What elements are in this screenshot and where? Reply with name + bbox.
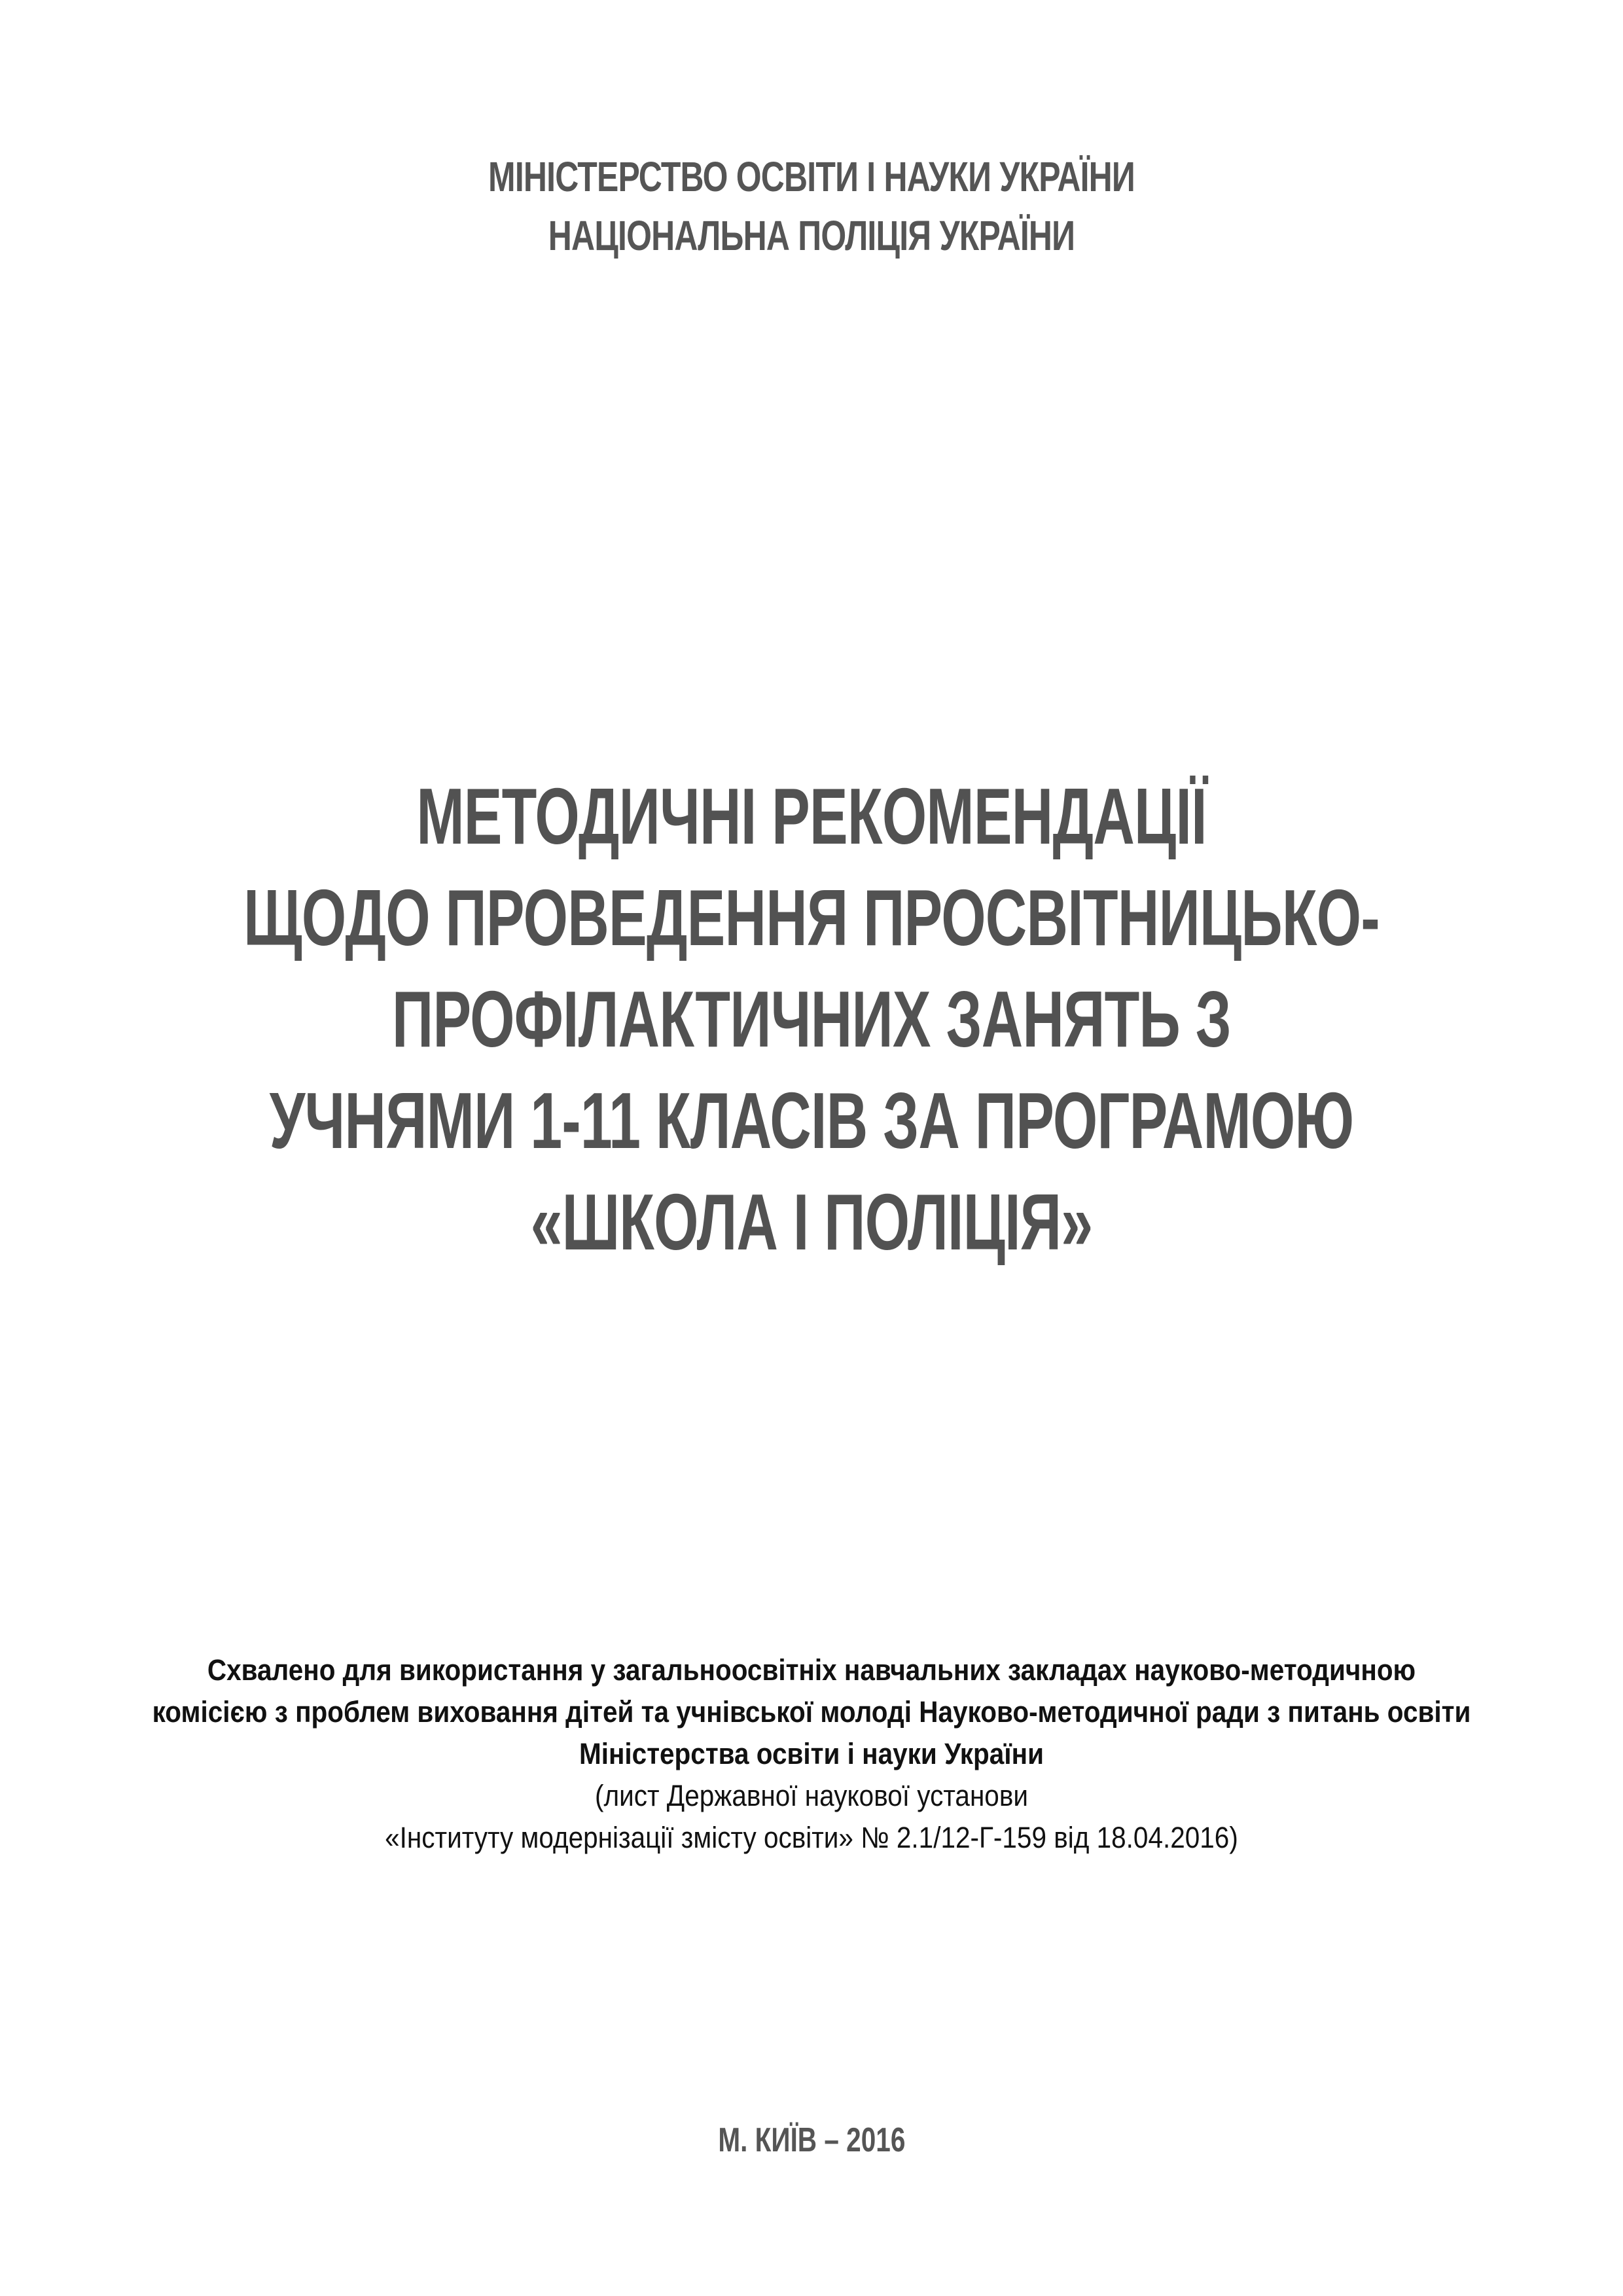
approval-line-2: комісією з проблем виховання дітей та учнівської молоді Науково-методичної ради з питань освіти — [152, 1695, 1471, 1729]
approval-line-3: Міністерства освіти і науки України — [579, 1737, 1044, 1770]
approval-line-4: (лист Державної наукової установи — [595, 1779, 1028, 1812]
title-line-2: ЩОДО ПРОВЕДЕННЯ ПРОСВІТНИЦЬКО- — [243, 873, 1380, 962]
approval-note — [0, 1649, 1623, 1859]
title-line-4: УЧНЯМИ 1-11 КЛАСІВ ЗА ПРОГРАМОЮ — [269, 1076, 1354, 1165]
approval-line-1: Схвалено для використання у загальноосвітніх навчальних закладах науково-методичною — [207, 1653, 1416, 1687]
approval-line-5: «Інституту модернізації змісту освіти» № 2.1/12-Г-159 від 18.04.2016) — [385, 1821, 1238, 1854]
title-line-1: МЕТОДИЧНІ РЕКОМЕНДАЦІЇ — [416, 772, 1207, 861]
ministry-of-education-line: МІНІСТЕРСТВО ОСВІТИ І НАУКИ УКРАЇНИ — [488, 153, 1135, 200]
place-year-footer — [0, 2117, 1623, 2163]
title-line-5: «ШКОЛА І ПОЛІЦІЯ» — [530, 1177, 1093, 1266]
title-line-3: ПРОФІЛАКТИЧНИХ ЗАНЯТЬ З — [392, 975, 1231, 1064]
document-title — [0, 766, 1623, 1273]
national-police-line: НАЦІОНАЛЬНА ПОЛІЦІЯ УКРАЇНИ — [548, 212, 1075, 259]
place-year: М. КИЇВ – 2016 — [717, 2121, 906, 2159]
ministries-header — [0, 147, 1623, 265]
